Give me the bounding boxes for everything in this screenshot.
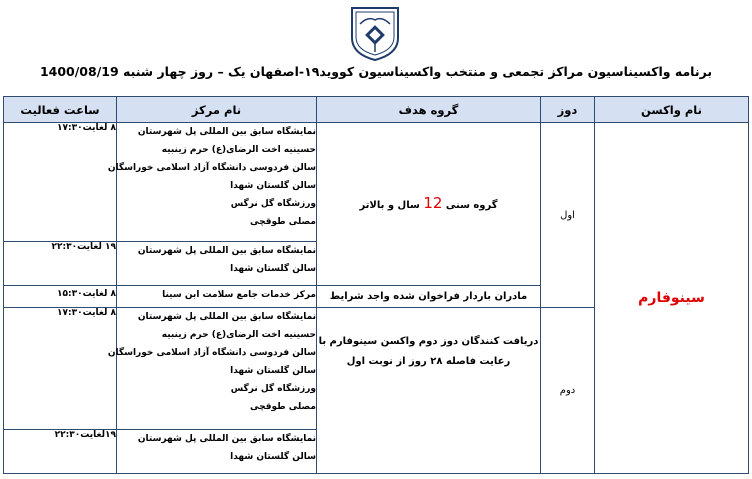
activity-time: ۸ لغایت۱۷:۳۰	[4, 123, 117, 242]
target-pregnant: مادران باردار فراخوان شده واجد شرایط	[317, 286, 541, 308]
header-row	[4, 97, 749, 123]
center-item: سالن گلستان شهدا	[230, 452, 316, 462]
center-item: مصلی طوقچی	[250, 217, 316, 227]
center-list	[107, 308, 317, 430]
activity-time: ۱۹ لغایت۲۲:۳۰	[4, 242, 117, 286]
center-item: حسینیه اخت الرضای(ع) حرم زینبیه	[161, 330, 316, 340]
target-age-group	[317, 123, 541, 286]
target-age-prefix: گروه سنی	[445, 199, 498, 211]
center-item: سالن گلستان شهدا	[230, 264, 316, 274]
center-item: سالن فردوسی دانشگاه آزاد اسلامی خوراسگان	[107, 348, 316, 358]
center-list	[117, 242, 317, 286]
center-item: سالن فردوسی دانشگاه آزاد اسلامی خوراسگان	[107, 163, 316, 173]
target-second-line2: رعایت فاصله ۲۸ روز از نوبت اول	[346, 356, 511, 367]
header-time: ساعت فعالیت	[4, 97, 117, 123]
center-item: نمایشگاه سابق بین المللی پل شهرستان	[137, 312, 316, 322]
page-title: برنامه واکسیناسیون مراکز تجمعی و منتخب واکسیناسیون کووید۱۹-اصفهان یک – روز چهار شنبه 1400/08/19	[39, 64, 713, 79]
center-item: ورزشگاه گل نرگس	[230, 199, 316, 209]
center-item: سالن گلستان شهدا	[230, 181, 316, 191]
center-item: سالن گلستان شهدا	[230, 366, 316, 376]
center-item: نمایشگاه سابق بین المللی پل شهرستان	[137, 246, 316, 256]
table-row	[4, 123, 749, 242]
header-center: نام مرکز	[117, 97, 317, 123]
center-item: ورزشگاه گل نرگس	[230, 384, 316, 394]
university-logo-icon	[346, 4, 404, 62]
target-age-suffix: سال و بالاتر	[359, 199, 420, 211]
center-item: حسینیه اخت الرضای(ع) حرم زینبیه	[161, 145, 316, 155]
header-dose: دوز	[541, 97, 595, 123]
center-item: نمایشگاه سابق بین المللی پل شهرستان	[137, 434, 316, 444]
vaccine-name: سینوفارم	[595, 123, 749, 474]
target-second-dose	[317, 308, 541, 474]
target-second-line1: دریافت کنندگان دوز دوم واکسن سینوفارم با	[318, 336, 539, 347]
target-age-value: 12	[423, 193, 443, 212]
header-target: گروه هدف	[317, 97, 541, 123]
center-list	[107, 123, 317, 242]
dose-first: اول	[541, 123, 595, 308]
center-list	[117, 430, 317, 474]
dose-second: دوم	[541, 308, 595, 474]
activity-time: ۱۹لغایت۲۲:۳۰	[4, 430, 117, 474]
center-item: مرکز خدمات جامع سلامت ابن سینا	[162, 290, 316, 300]
center-item: مصلی طوقچی	[250, 402, 316, 412]
schedule-table	[3, 96, 749, 474]
center-item: نمایشگاه سابق بین المللی پل شهرستان	[137, 127, 316, 137]
center-list	[117, 286, 317, 308]
activity-time: ۸ لغایت۱۵:۳۰	[4, 286, 117, 308]
activity-time: ۸ لغایت۱۷:۳۰	[4, 308, 117, 430]
header-vaccine: نام واکسن	[595, 97, 749, 123]
